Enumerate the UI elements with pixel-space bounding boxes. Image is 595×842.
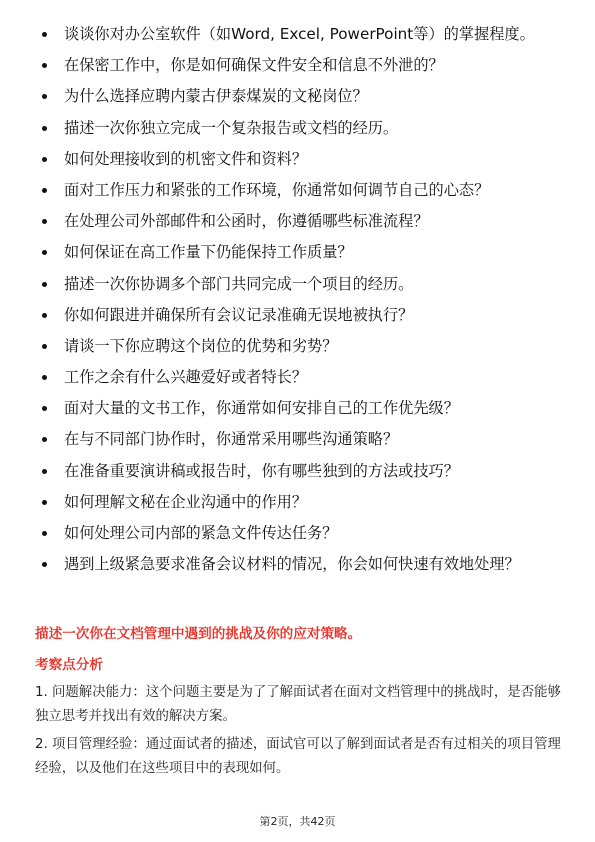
list-item: [38, 149, 568, 170]
analysis-heading: 考察点分析: [35, 657, 103, 673]
list-item: [38, 55, 568, 76]
bullet-icon: [42, 406, 47, 411]
bullet-icon: [42, 469, 47, 474]
bullet-icon: [42, 375, 47, 380]
list-item: [38, 367, 568, 388]
question-text: 谈谈你对办公室软件（如Word, Excel, PowerPoint等）的掌握程度。: [64, 25, 535, 43]
bullet-icon: [42, 32, 47, 37]
question-text: 如何理解文秘在企业沟通中的作用？: [64, 492, 307, 511]
bullet-icon: [42, 219, 47, 224]
question-text: 在准备重要演讲稿或报告时，你有哪些独到的方法或技巧？: [64, 461, 459, 480]
list-item: [38, 86, 568, 107]
list-item: [38, 461, 568, 482]
list-item: [38, 492, 568, 513]
list-item: [38, 429, 568, 450]
bullet-icon: [42, 500, 47, 505]
analysis-point: 1. 问题解决能力：这个问题主要是为了了解面试者在面对文档管理中的挑战时，是否能够独立思考并找出有效的解决方案。: [35, 685, 561, 724]
list-item: [38, 336, 568, 357]
list-item: [38, 24, 568, 45]
question-text: 面对工作压力和紧张的工作环境，你通常如何调节自己的心态？: [64, 180, 490, 199]
question-text: 工作之余有什么兴趣爱好或者特长？: [64, 368, 307, 387]
bullet-icon: [42, 437, 47, 442]
question-text: 在保密工作中，你是如何确保文件安全和信息不外泄的？: [64, 56, 444, 75]
bullet-icon: [42, 188, 47, 193]
list-item: [38, 242, 568, 263]
list-item: [38, 211, 568, 232]
bullet-icon: [42, 126, 47, 131]
analysis-point: 2. 项目管理经验：通过面试者的描述，面试官可以了解到面试者是否有过相关的项目管理经验，以及他们在这些项目中的表现如何。: [35, 737, 561, 776]
bullet-icon: [42, 531, 47, 536]
interview-question-list: [38, 24, 568, 585]
bullet-icon: [42, 250, 47, 255]
bullet-icon: [42, 562, 47, 567]
question-text: 如何处理公司内部的紧急文件传达任务？: [64, 524, 338, 542]
question-text: 请谈一下你应聘这个岗位的优势和劣势？: [64, 336, 338, 355]
bullet-icon: [42, 94, 47, 99]
list-item: [38, 398, 568, 419]
question-text: 为什么选择应聘内蒙古伊泰煤炭的文秘岗位？: [64, 87, 368, 106]
question-text: 面对大量的文书工作，你通常如何安排自己的工作优先级？: [64, 399, 459, 418]
bullet-icon: [42, 344, 47, 349]
featured-question-title: 描述一次你在文档管理中遇到的挑战及你的应对策略。: [35, 626, 362, 642]
bullet-icon: [42, 157, 47, 162]
list-item: [38, 118, 568, 139]
list-item: [38, 274, 568, 295]
question-text: 描述一次你独立完成一个复杂报告或文档的经历。: [64, 118, 399, 137]
question-text: 遇到上级紧急要求准备会议材料的情况，你会如何快速有效地处理？: [64, 555, 520, 574]
list-item: [38, 180, 568, 201]
list-item: [38, 305, 568, 326]
question-text: 如何保证在高工作量下仍能保持工作质量？: [64, 243, 353, 262]
question-text: 在与不同部门协作时，你通常采用哪些沟通策略？: [64, 430, 399, 449]
question-text: 你如何跟进并确保所有会议记录准确无误地被执行？: [64, 305, 414, 324]
question-text: 描述一次你协调多个部门共同完成一个项目的经历。: [64, 274, 414, 293]
bullet-icon: [42, 282, 47, 287]
bullet-icon: [42, 313, 47, 318]
question-text: 如何处理接收到的机密文件和资料？: [64, 149, 307, 168]
question-text: 在处理公司外部邮件和公函时，你遵循哪些标准流程？: [64, 212, 429, 231]
page-number-footer: 第2页，共42页: [259, 815, 336, 828]
list-item: [38, 554, 568, 575]
bullet-icon: [42, 63, 47, 68]
list-item: [38, 523, 568, 544]
